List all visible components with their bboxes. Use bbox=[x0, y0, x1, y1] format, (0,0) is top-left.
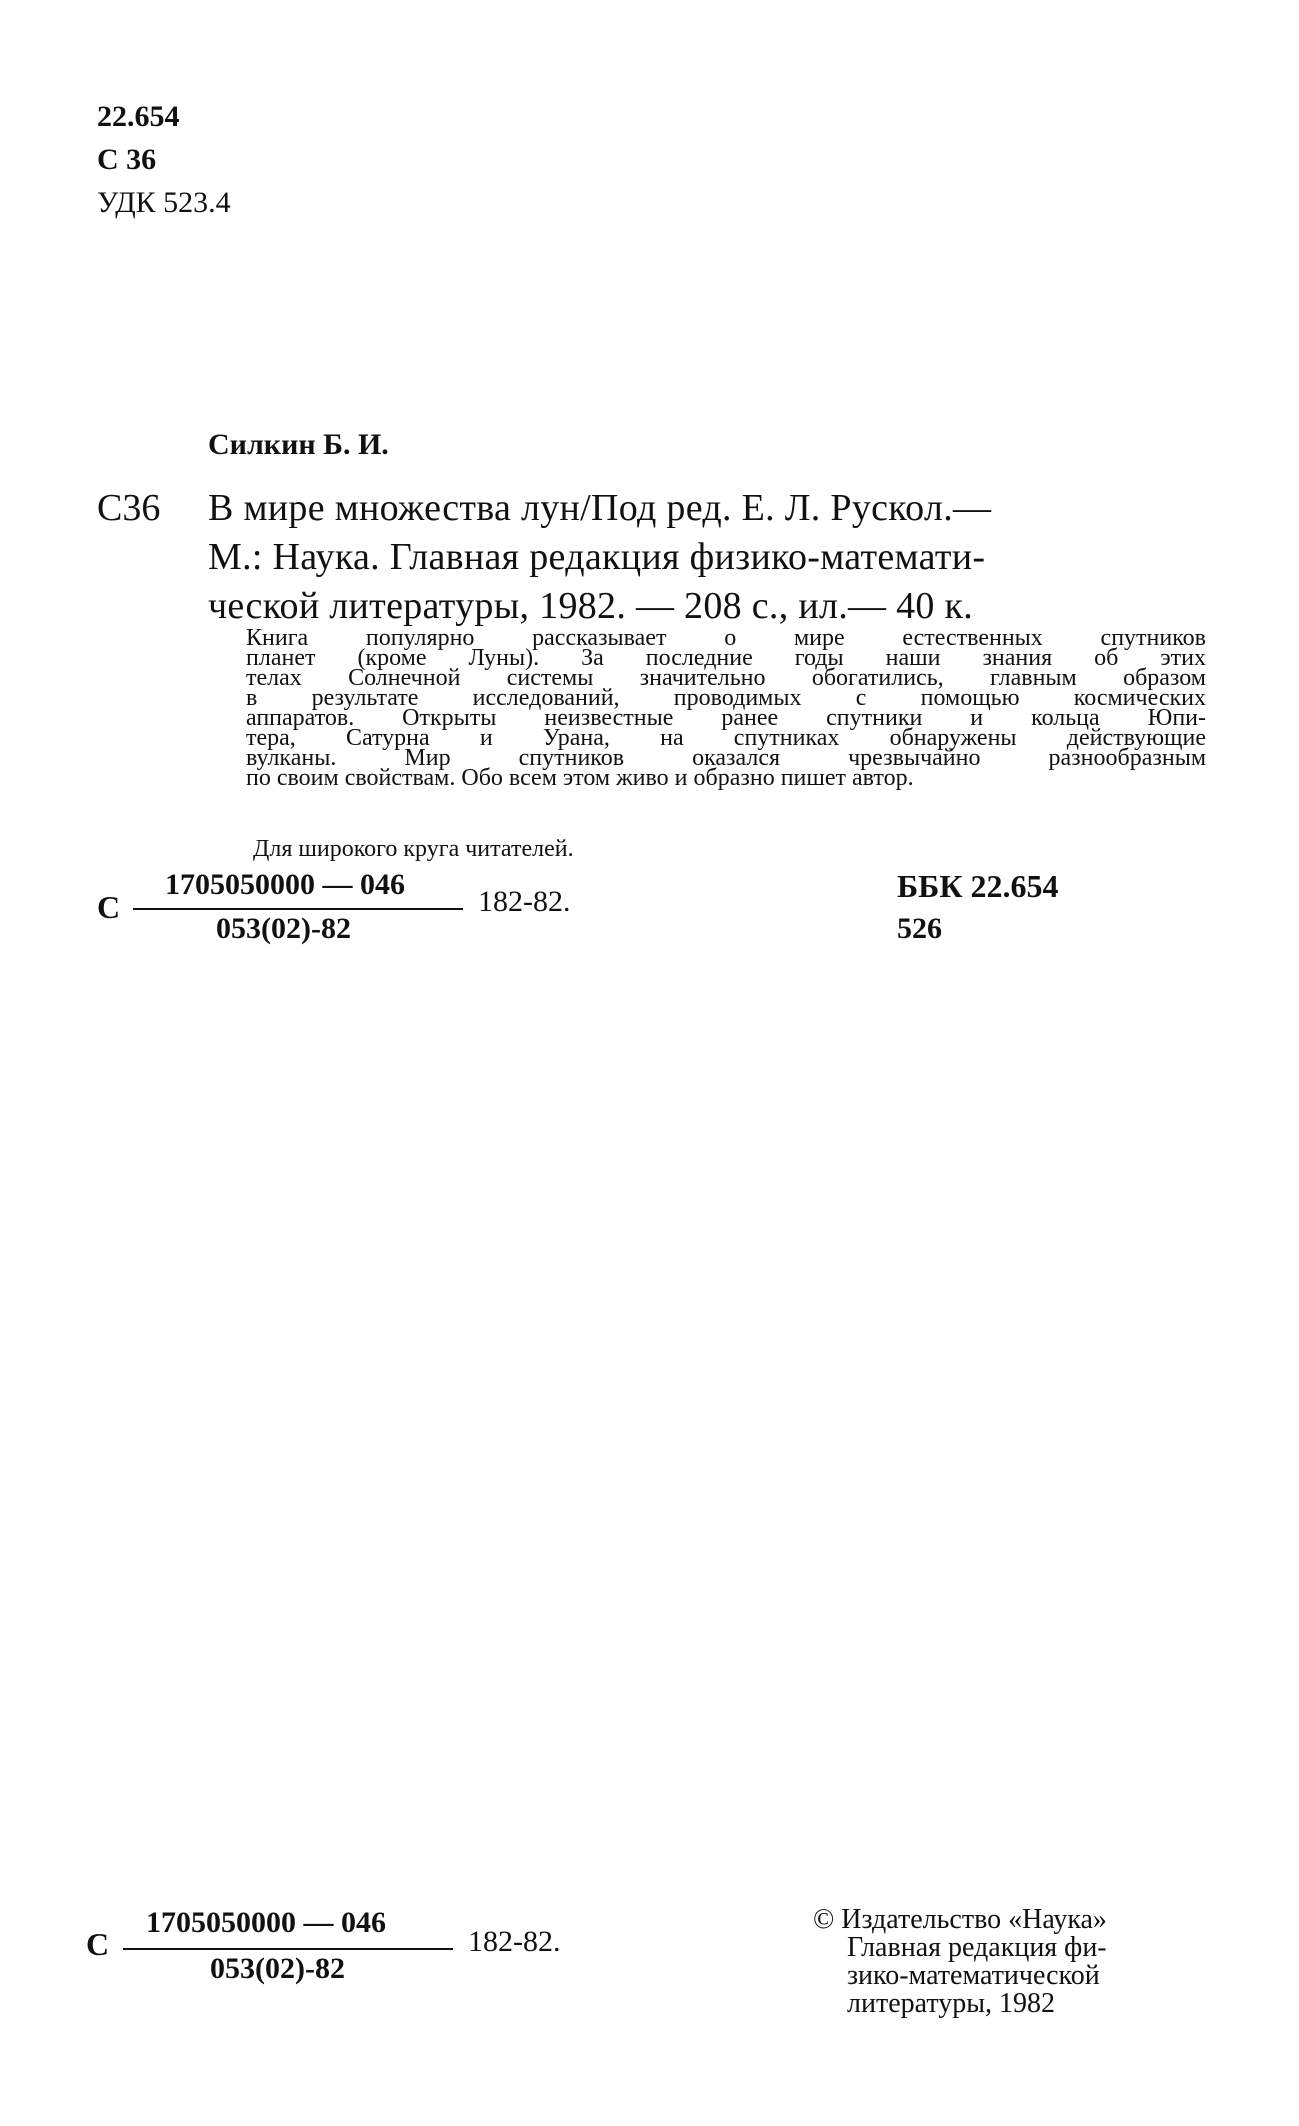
copyright-line: © Издательство «Наука» bbox=[813, 1904, 1107, 1935]
description-line-2: М.: Наука. Главная редакция физико-математи- bbox=[208, 536, 986, 578]
copyright-line: зико-математической bbox=[847, 1960, 1100, 1991]
index-suffix: 182-82. bbox=[468, 1925, 561, 1958]
description-line-1: В мире множества лун/Под ред. Е. Л. Рускол.— bbox=[208, 487, 992, 529]
copyright-block bbox=[813, 1906, 1107, 2018]
author-name: Силкин Б. И. bbox=[208, 428, 389, 461]
annotation-line: тера, Сатурна и Урана, на спутниках обнаружены действующие bbox=[246, 725, 1206, 751]
audience-note: Для широкого круга читателей. bbox=[253, 836, 574, 862]
annotation-line: телах Солнечной системы значительно обогатились, главным образом bbox=[246, 665, 1206, 691]
annotation-line: планет (кроме Луны). За последние годы наши знания об этих bbox=[246, 645, 1206, 671]
annotation-line: по своим свойствам. Обо всем этом живо и образно пишет автор. bbox=[246, 765, 914, 791]
annotation-line: вулканы. Мир спутников оказался чрезвычайно разнообразным bbox=[246, 745, 1206, 771]
description-line-3: ческой литературы, 1982. — 208 с., ил.— 40 к. bbox=[208, 585, 974, 627]
index-letter: С bbox=[97, 889, 121, 925]
copyright-line: Главная редакция фи- bbox=[847, 1932, 1107, 1963]
index-letter: С bbox=[86, 1926, 110, 1962]
fraction-line bbox=[133, 908, 463, 910]
catalog-mark: С36 bbox=[97, 487, 161, 529]
annotation-line: в результате исследований, проводимых с помощью космических bbox=[246, 685, 1206, 711]
annotation bbox=[246, 625, 1206, 791]
index-denominator: 053(02)-82 bbox=[210, 1952, 345, 1985]
index-numerator: 1705050000 — 046 bbox=[146, 1906, 386, 1939]
bbk-code: 22.654 bbox=[97, 100, 180, 133]
udk-code: УДК 523.4 bbox=[97, 186, 231, 219]
bbk-number: 526 bbox=[897, 912, 942, 945]
index-denominator: 053(02)-82 bbox=[216, 912, 351, 945]
index-suffix: 182-82. bbox=[478, 885, 571, 918]
annotation-line: Книга популярно рассказывает о мире естественных спутников bbox=[246, 625, 1206, 651]
copyright-line: литературы, 1982 bbox=[847, 1988, 1056, 2019]
fraction-line bbox=[123, 1948, 453, 1950]
annotation-line: аппаратов. Открыты неизвестные ранее спутники и кольца Юпи- bbox=[246, 705, 1206, 731]
index-numerator: 1705050000 — 046 bbox=[165, 868, 405, 901]
author-mark: С 36 bbox=[97, 143, 157, 176]
bbk-label: ББК 22.654 bbox=[897, 868, 1059, 904]
